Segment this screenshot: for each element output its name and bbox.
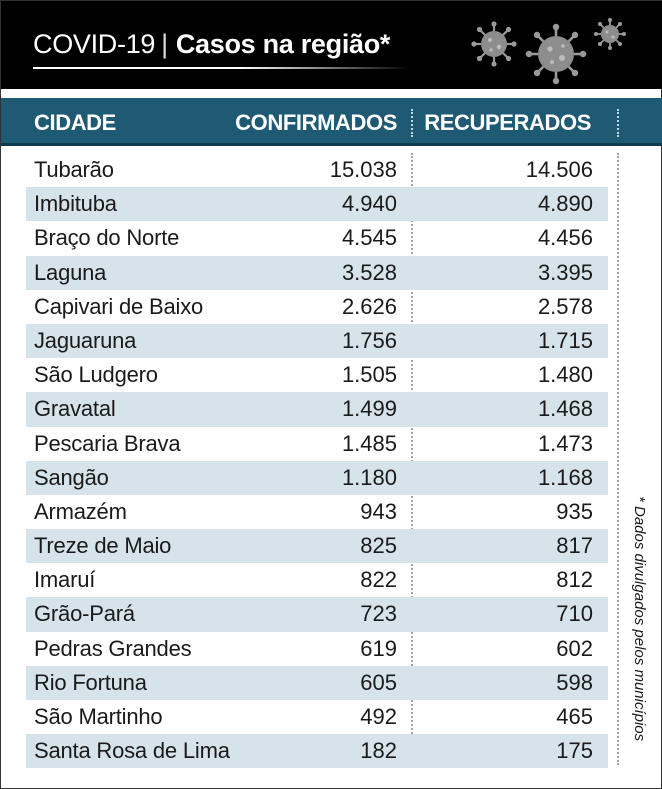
city-cell: Imbituba	[34, 191, 117, 217]
title-underline	[33, 67, 411, 69]
table-row	[26, 392, 608, 426]
confirmed-cell: 1.499	[341, 396, 397, 422]
title-separator: |	[161, 29, 168, 59]
city-cell: Tubarão	[34, 157, 114, 182]
page-title	[33, 29, 390, 60]
city-cell: Treze de Maio	[34, 533, 172, 559]
city-cell: Imaruí	[34, 567, 96, 593]
table-row	[26, 461, 608, 495]
table-row	[26, 427, 608, 461]
recovered-cell: 710	[556, 601, 593, 627]
city-cell: Pescaria Brava	[34, 430, 181, 456]
recovered-cell: 175	[556, 738, 593, 764]
recovered-cell: 465	[556, 704, 593, 729]
table-row	[26, 529, 608, 563]
recovered-cell: 3.395	[537, 259, 593, 285]
city-cell: São Martinho	[34, 704, 163, 729]
recovered-cell: 1.473	[537, 430, 593, 456]
table-row	[26, 632, 608, 666]
confirmed-cell: 3.528	[341, 259, 397, 285]
title-main: Casos na região*	[175, 29, 391, 59]
city-cell: Armazém	[34, 498, 127, 524]
recovered-cell: 602	[556, 635, 593, 661]
confirmed-cell: 723	[360, 601, 397, 627]
confirmed-cell: 4.940	[341, 191, 397, 217]
city-cell: Sangão	[34, 464, 109, 490]
confirmed-cell: 1.485	[341, 430, 397, 456]
city-cell: Jaguaruna	[34, 327, 137, 353]
city-cell: Grão-Pará	[34, 601, 135, 627]
confirmed-cell: 943	[360, 498, 397, 524]
column-header-row	[1, 98, 662, 146]
city-cell: Braço do Norte	[34, 225, 180, 251]
confirmed-cell: 1.505	[341, 362, 397, 388]
footnote: * Dados divulgados pelos municípios	[631, 496, 648, 742]
virus-icon	[525, 23, 587, 85]
recovered-cell: 2.578	[537, 293, 593, 319]
city-cell: Gravatal	[34, 396, 116, 422]
confirmed-cell: 2.626	[341, 293, 397, 319]
confirmed-cell: 1.180	[341, 464, 397, 490]
city-cell: Santa Rosa de Lima	[34, 738, 230, 764]
table-row	[26, 187, 608, 221]
title-prefix: COVID-19	[33, 29, 156, 59]
column-header-confirmed: CONFIRMADOS	[235, 110, 397, 135]
table-row	[26, 563, 608, 597]
table-row	[26, 358, 608, 392]
column-divider	[411, 109, 413, 137]
confirmed-cell: 825	[360, 533, 397, 559]
city-cell: Rio Fortuna	[34, 669, 147, 695]
table-row	[26, 700, 608, 734]
city-cell: Capivari de Baixo	[34, 293, 204, 319]
confirmed-cell: 619	[360, 635, 397, 661]
table-row	[26, 495, 608, 529]
confirmed-cell: 182	[360, 738, 397, 764]
recovered-cell: 1.168	[537, 464, 593, 490]
table-row	[26, 666, 608, 700]
column-header-city: CIDADE	[34, 110, 116, 135]
confirmed-cell: 1.756	[341, 327, 397, 353]
recovered-cell: 4.890	[537, 191, 593, 217]
column-divider	[617, 153, 619, 765]
table-row	[26, 324, 608, 358]
data-table-body	[26, 153, 608, 768]
recovered-cell: 4.456	[537, 225, 593, 251]
title-bar	[1, 1, 662, 89]
city-cell: São Ludgero	[34, 362, 158, 388]
recovered-cell: 812	[556, 567, 593, 593]
confirmed-cell: 15.038	[329, 157, 397, 182]
column-divider	[617, 109, 619, 137]
recovered-cell: 1.468	[537, 396, 593, 422]
table-row	[26, 153, 608, 187]
confirmed-cell: 605	[360, 669, 397, 695]
confirmed-cell: 4.545	[341, 225, 397, 251]
table-row	[26, 597, 608, 631]
confirmed-cell: 822	[360, 567, 397, 593]
table-row	[26, 734, 608, 768]
table-row	[26, 290, 608, 324]
recovered-cell: 817	[556, 533, 593, 559]
recovered-cell: 598	[556, 669, 593, 695]
recovered-cell: 1.715	[537, 327, 593, 353]
city-cell: Pedras Grandes	[34, 635, 192, 661]
recovered-cell: 14.506	[525, 157, 593, 182]
table-row	[26, 221, 608, 255]
virus-icon	[471, 21, 517, 67]
recovered-cell: 1.480	[537, 362, 593, 388]
table-row	[26, 256, 608, 290]
virus-icon	[593, 17, 627, 51]
confirmed-cell: 492	[360, 704, 397, 729]
recovered-cell: 935	[556, 498, 593, 524]
city-cell: Laguna	[34, 259, 107, 285]
column-header-recovered: RECUPERADOS	[424, 110, 591, 135]
